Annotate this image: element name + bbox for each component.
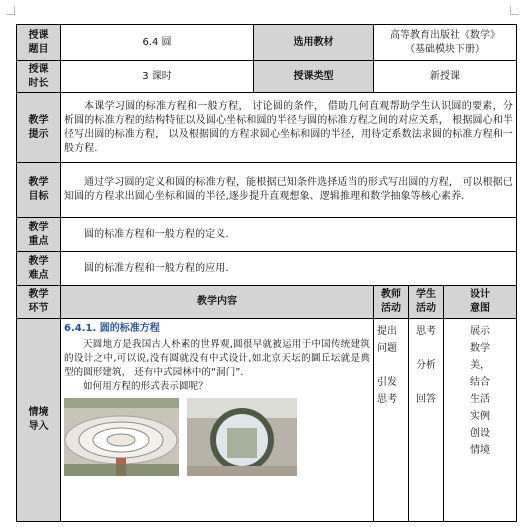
- temple-of-heaven-photo: [64, 398, 179, 476]
- topic-row: [17, 25, 517, 61]
- textbook-value: 高等教育出版社《数学》 （基础模块下册）: [374, 25, 517, 61]
- teacher-activity: 提出 问题 引发 思考: [374, 319, 409, 522]
- margin-mark-left: [6, 6, 15, 15]
- type-label: 授课类型: [254, 61, 374, 93]
- type-value: 新授课: [374, 61, 517, 93]
- student-column-header: 学生 活动: [409, 286, 444, 319]
- section-title: 6.4.1. 圆的标准方程: [64, 323, 160, 334]
- lesson-plan-table: [16, 24, 517, 522]
- intro-row: [17, 319, 517, 522]
- hard-label: 教学 难点: [17, 252, 61, 286]
- moon-gate-photo: [187, 398, 297, 476]
- hours-row: [17, 61, 517, 93]
- topic-label: 授课 题目: [17, 25, 61, 61]
- margin-mark-right: [510, 6, 519, 15]
- student-activity: 思考 分析 回答: [409, 319, 444, 522]
- goals-row: [17, 163, 517, 218]
- key-label: 教学 重点: [17, 218, 61, 252]
- key-row: [17, 218, 517, 252]
- tips-row: [17, 93, 517, 163]
- intro-question: 如何用方程的形式表示圆呢？: [83, 381, 208, 392]
- process-header-row: [17, 286, 517, 319]
- design-column-header: 设计 意图: [444, 286, 517, 319]
- intro-content: [61, 319, 374, 522]
- goals-text: 通过学习圆的定义和圆的标准方程，能根据已知条件选择适当的形式写出圆的方程， 可以根据已知圆的方程求出圆心坐标和圆的半径,逐步提升直观想象、逻辑推理和数学抽象等核心素养.: [61, 163, 517, 218]
- intro-paragraph: 天圆地方是我国古人朴素的世界观,圆很早就被运用于中国传统建筑的设计之中,可以说,没有圆就没有中式设计,如北京天坛的圜丘坛就是典型的圆形建筑， 还有中式园林中的“洞门”.: [64, 339, 370, 378]
- textbook-label: 选用教材: [254, 25, 374, 61]
- hard-row: [17, 252, 517, 286]
- photo-strip: [64, 398, 370, 476]
- teacher-column-header: 教师 活动: [374, 286, 409, 319]
- content-column-header: 教学内容: [61, 286, 374, 319]
- topic-value: 6.4 圆: [61, 25, 254, 61]
- tips-label: 教学 提示: [17, 93, 61, 163]
- tips-text: 本课学习圆的标准方程和一般方程， 讨论圆的条件， 借助几何直观帮助学生认识圆的要素，分析圆的标准方程的结构特征以及圆心坐标和圆的半径与圆的标准方程之间的对应关系， 根据圆心和半径写出圆的标准方程， 以及根据圆的方程求圆心坐标和圆的半径，用待定系数法求圆的标准方程和一般方程.: [61, 93, 517, 163]
- key-text: 圆的标准方程和一般方程的定义.: [61, 218, 517, 252]
- stage-column-header: 教学 环节: [17, 286, 61, 319]
- hours-value: 3 课时: [61, 61, 254, 93]
- hours-label: 授课 时长: [17, 61, 61, 93]
- goals-label: 教学 目标: [17, 163, 61, 218]
- design-intent: 展示 数学 美， 结合 生活 实例 创设 情境: [444, 319, 517, 522]
- hard-text: 圆的标准方程和一般方程的应用.: [61, 252, 517, 286]
- intro-stage-label: 情境 导入: [17, 319, 61, 522]
